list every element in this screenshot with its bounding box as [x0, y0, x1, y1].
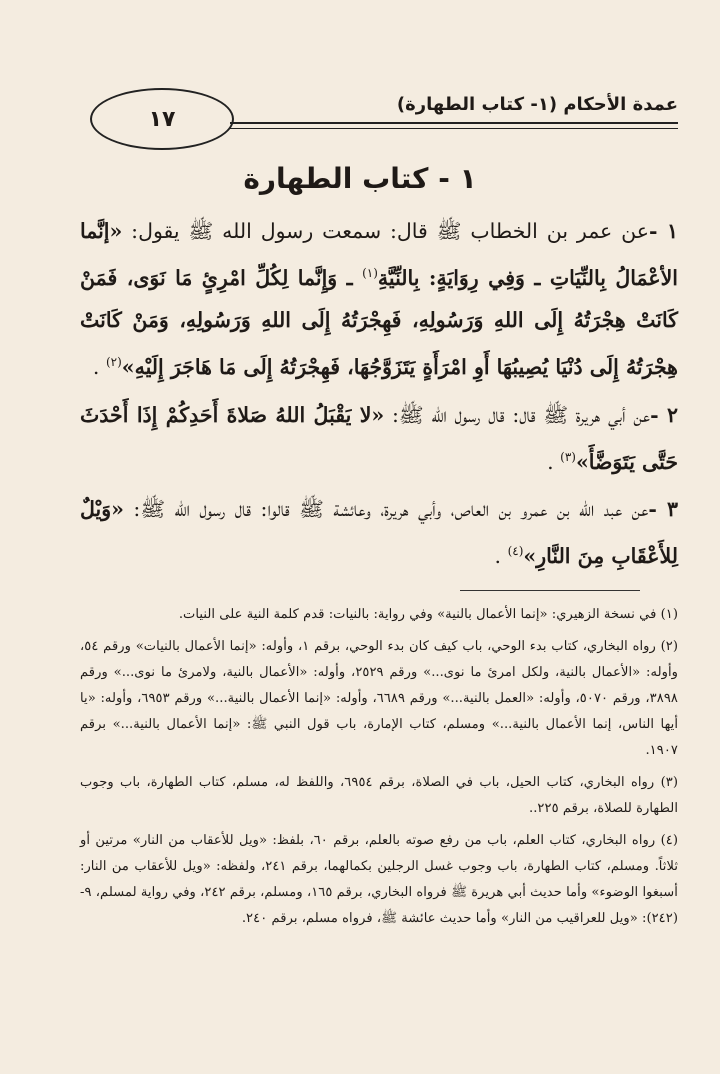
hadith-text: «وَيْلٌ لِلأَعْقَابِ مِنَ النَّارِ» [80, 497, 678, 569]
footnote-4: (٤) رواه البخاري، كتاب العلم، باب من رفع صوته بالعلم، برقم ٦٠، بلفظ: «ويل للأعقاب من النار» مرتين أو ثلاثاً. ومسلم، كتاب الطهارة، باب وجوب غسل الرجلين بكمالهما، برقم ٢٤١، ولفظه: «ويل للأعقاب من النار: أسبغوا الوضوء» وأما حديث أبي هريرة ﷺ فرواه البخاري، برقم ١٦٥، ومسلم، برقم ٢٤٢، وفي رواية لمسلم، ٩-(٢٤٢): «ويل للعراقيب من النار» وأما حديث عائشة ﷺ، فرواه مسلم، برقم ٢٤٠. [80, 833, 678, 926]
hadith-number: ١ - [648, 219, 678, 243]
footnote-1: (١) في نسخة الزهيري: «إنما الأعمال بالنية» وفي رواية: بالنيات: قدم كلمة النية على النيات. [178, 607, 678, 622]
hadith-end: . [92, 354, 106, 379]
footnote-ref: (٤) [507, 544, 524, 559]
hadith-text: «لا يَقْبَلُ اللهُ صَلاةَ أَحَدِكُمْ إِذَا أَحْدَثَ حَتَّى يَتَوَضَّأَ» [80, 402, 678, 474]
hadith-intro: عن أبي هريرة ﷺ قال: قال رسول الله ﷺ: [384, 402, 651, 427]
page-header [80, 88, 678, 158]
header-rule-thin [230, 128, 678, 129]
page-number-oval [90, 88, 234, 150]
hadith-number: ٣ - [648, 497, 678, 522]
page-number: ١٧ [148, 106, 176, 132]
hadith-intro: عن عمر بن الخطاب ﷺ قال: سمعت رسول الله ﷺ يقول: [122, 219, 649, 243]
header-rule [230, 122, 678, 124]
footnote-separator [460, 590, 640, 591]
footnote-ref: (٢) [105, 354, 122, 369]
footnote-3: (٣) رواه البخاري، كتاب الحيل، باب في الصلاة، برقم ٦٩٥٤، واللفظ له، مسلم، كتاب الطهارة، باب وجوب الطهارة للصلاة، برقم ٢٢٥.. [80, 775, 678, 816]
hadith-number: ٢ - [650, 402, 678, 427]
footnotes [80, 602, 678, 938]
running-title: عمدة الأحكام (١- كتاب الطهارة) [396, 94, 678, 115]
hadith-1 [80, 210, 678, 388]
chapter-title: ١ - كتاب الطهارة [243, 162, 477, 195]
hadith-2 [80, 394, 678, 483]
hadith-body [80, 210, 678, 583]
hadith-intro: عن عبد الله بن عمرو بن العاص، وأبي هريرة، وعائشة ﷺ قالوا: قال رسول الله ﷺ: [123, 497, 649, 522]
footnote-ref: (٣) [560, 449, 576, 464]
footnote-2: (٢) رواه البخاري، كتاب بدء الوحي، باب كيف كان بدء الوحي، برقم ١، وأوله: «إنما الأعمال بالنيات» ورقم ٥٤، وأوله: «الأعمال بالنية، ولكل امرئ ما نوى...» ورقم ٢٥٢٩، وأوله: «الأعمال بالنية، ولامرئ ما نوى...» ورقم ٣٨٩٨، ورقم ٥٠٧٠، وأوله: «العمل بالنية...» ورقم ٦٦٨٩، وأوله: «إنما الأعمال بالنية...» ورقم ٦٩٥٣، وأوله: «يا أيها الناس، إنما الأعمال بالنية...» ومسلم، كتاب الإمارة، باب قول النبي ﷺ: «إنما الأعمال بالنية...» برقم ١٩٠٧. [80, 639, 678, 758]
footnote-ref: (١) [362, 266, 378, 280]
hadith-text: «إنَّما الأعْمَالُ بِالنِّيَاتِ ـ وَفِي رِوَايَةٍ: بِالنِّيَّةِ [80, 219, 678, 290]
hadith-3 [80, 488, 678, 577]
hadith-end: . [547, 449, 561, 474]
hadith-end: . [494, 544, 508, 569]
hadith-text-cont: ـ وَإِنَّما لِكُلِّ امْرِئٍ مَا نَوَى، فَمَنْ كَانَتْ هِجْرَتُهُ إِلَى اللهِ وَرَسُولِهِ، فَهِجْرَتُهُ إِلَى اللهِ وَرَسُولِهِ، وَمَنْ كَانَتْ هِجْرَتُهُ إِلَى دُنْيَا يُصِيبُهَا أَوِ امْرَأَةٍ يَتَزَوَّجُهَا، فَهِجْرَتُهُ إِلَى مَا هَاجَرَ إِلَيْهِ» [80, 265, 678, 379]
